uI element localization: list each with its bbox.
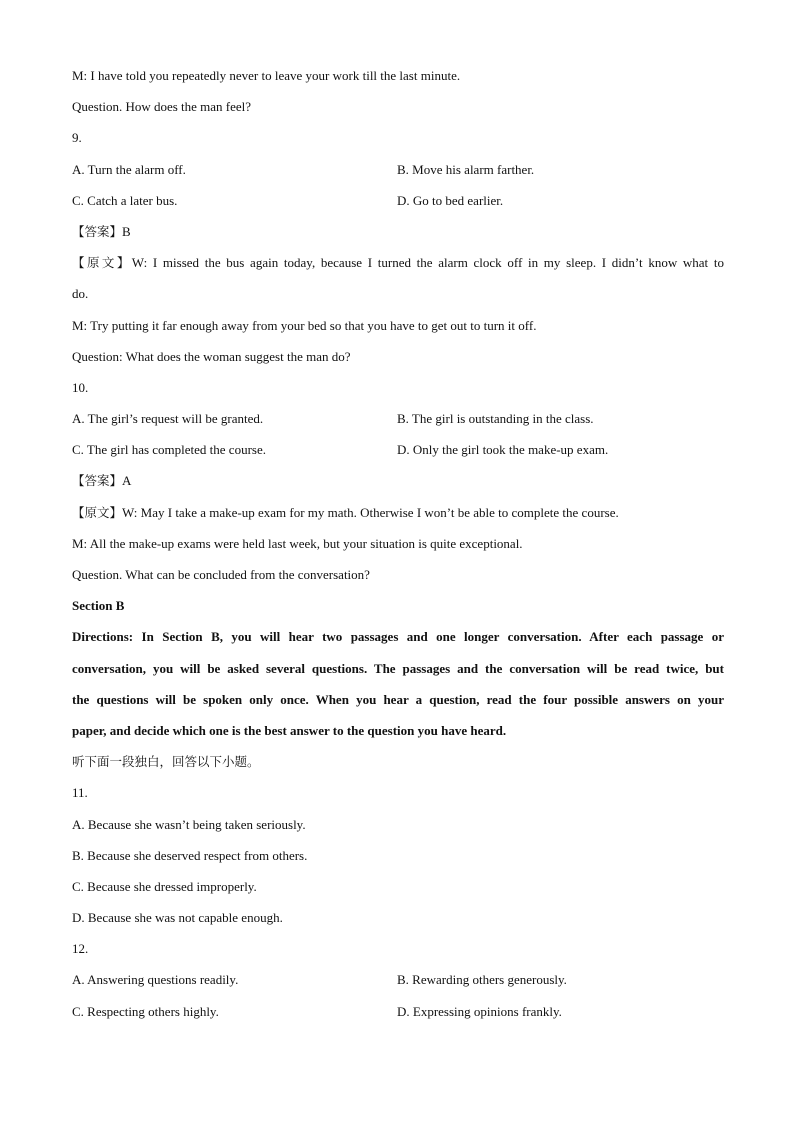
- option-c: C. Catch a later bus.: [72, 192, 178, 208]
- question-number: 11.: [72, 785, 88, 801]
- options-row: [72, 408, 724, 439]
- options-row: [72, 439, 724, 470]
- directions-line: Directions: In Section B, you will hear two passages and one longer conversation. After each passage or: [72, 629, 724, 645]
- directions-line: the questions will be spoken only once. When you hear a question, read the four possible answers on your: [72, 691, 724, 707]
- option-b: B. Rewarding others generously.: [397, 972, 567, 988]
- answer-value: A: [122, 473, 132, 489]
- option-d: D. Expressing opinions frankly.: [397, 1003, 562, 1019]
- document-page: [72, 65, 724, 1032]
- original-text-continued: do.: [72, 286, 89, 302]
- dialogue-line: M: Try putting it far enough away from your bed so that you have to get out to turn it off.: [72, 317, 537, 333]
- options-row: [72, 969, 724, 1000]
- chinese-instruction: 听下面一段独白，回答以下小题。: [72, 754, 260, 770]
- question-line: Question. How does the man feel?: [72, 99, 252, 115]
- answer-tag: 【答案】: [72, 223, 123, 239]
- option-c: C. The girl has completed the course.: [72, 442, 266, 458]
- section-heading: Section B: [72, 598, 125, 614]
- directions-line: paper, and decide which one is the best answer to the question you have heard.: [72, 722, 507, 738]
- answer-tag: 【答案】: [72, 473, 123, 489]
- option-d: D. Because she was not capable enough.: [72, 910, 283, 926]
- option-a: A. Because she wasn’t being taken seriously.: [72, 816, 306, 832]
- option-d: D. Only the girl took the make-up exam.: [397, 442, 609, 458]
- option-a: A. The girl’s request will be granted.: [72, 411, 264, 427]
- question-number: 12.: [72, 941, 89, 957]
- question-number: 10.: [72, 379, 89, 395]
- option-b: B. Move his alarm farther.: [397, 161, 535, 177]
- option-a: A. Turn the alarm off.: [72, 161, 186, 177]
- question-line: Question. What can be concluded from the conversation?: [72, 567, 370, 582]
- options-row: [72, 159, 724, 190]
- question-number: 9.: [72, 130, 82, 146]
- original-text: W: I missed the bus again today, because I turned the alarm clock off in my sleep. I didn’t know what to: [131, 255, 724, 271]
- original-tag: 【原文】: [72, 504, 123, 520]
- option-b: B. The girl is outstanding in the class.: [397, 411, 594, 427]
- question-line: Question: What does the woman suggest the man do?: [72, 348, 351, 364]
- options-row: [72, 1001, 724, 1032]
- answer-line: [72, 470, 724, 501]
- option-c: C. Because she dressed improperly.: [72, 878, 257, 894]
- answer-value: B: [122, 223, 131, 239]
- option-b: B. Because she deserved respect from others.: [72, 847, 308, 863]
- dialogue-line: M: All the make-up exams were held last week, but your situation is quite exceptional.: [72, 535, 523, 551]
- original-text-line: [72, 252, 724, 283]
- option-c: C. Respecting others highly.: [72, 1003, 219, 1019]
- option-a: A. Answering questions readily.: [72, 972, 239, 988]
- dialogue-line: M: I have told you repeatedly never to leave your work till the last minute.: [72, 68, 461, 83]
- answer-line: [72, 221, 724, 252]
- option-d: D. Go to bed earlier.: [397, 192, 504, 208]
- original-text: W: May I take a make-up exam for my math. Otherwise I won’t be able to complete the course.: [122, 504, 619, 520]
- options-row: [72, 190, 724, 221]
- original-tag: 【原文】: [72, 255, 132, 271]
- original-text-line: [72, 502, 724, 533]
- directions-line: conversation, you will be asked several questions. The passages and the conversation will be read twice, but: [72, 660, 724, 676]
